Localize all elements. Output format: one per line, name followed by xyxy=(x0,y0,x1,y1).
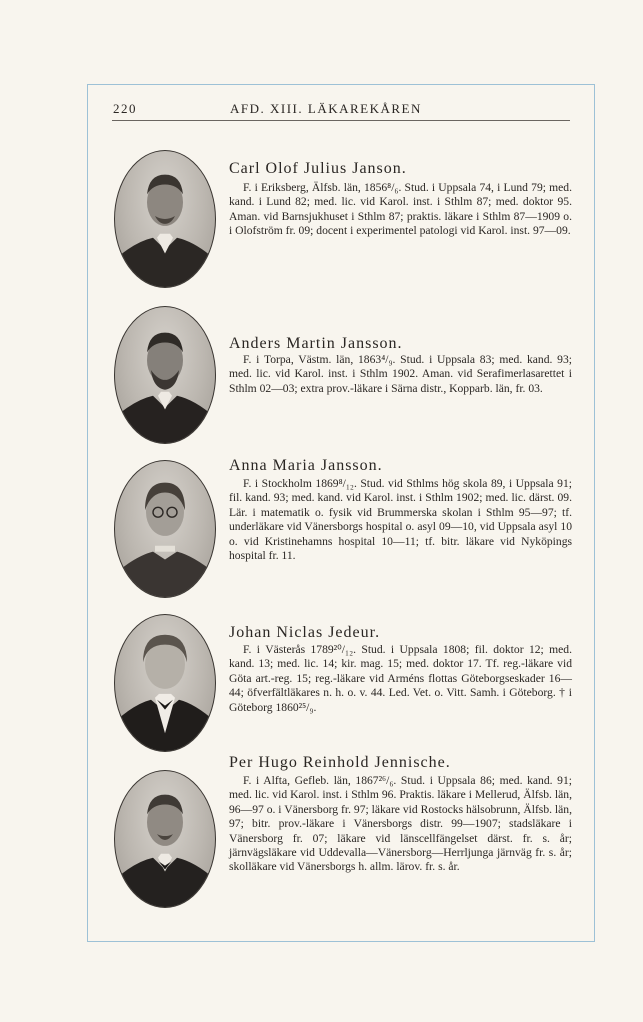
header-rule xyxy=(112,120,570,121)
portrait-photo xyxy=(114,770,216,908)
person-bio: F. i Stockholm 1869⁸/₁₂. Stud. vid Sthlms hög skola 89, i Uppsala 91; fil. kand. 93; med. kand. vid Karol. inst. i Sthlm 1902; med. lic. därst. 09. Lär. i matematik o. fysik vid Brummerska skolan i Sthlm 95—97; tf. underläkare vid Vänersborgs hospital o. asyl 09—10, vid Uppsala asyl 10 o. vid Kristinehamns hospital 10—11; tf. bitr. läkare vid Nyköpings hospital fr. 11. xyxy=(229,477,572,563)
person-name: Per Hugo Reinhold Jennische. xyxy=(229,754,451,771)
page-number: 220 xyxy=(113,101,137,116)
portrait-photo xyxy=(114,614,216,752)
portrait-photo xyxy=(114,306,216,444)
person-name: Anna Maria Jansson. xyxy=(229,457,383,474)
person-bio: F. i Västerås 1789²⁰/₁₂. Stud. i Uppsala 1808; fil. doktor 12; med. kand. 13; med. lic. 14; kir. mag. 15; med. doktor 17. Tf. reg.-läkare vid Göta art.-reg. 15; reg.-läkare vid Arméns flottas Göteborgseskader 16—44; öfverfältläkares n. h. o. v. 44. Led. Vet. o. Vitt. Samh. i Göteborg. † i Göteborg 1860²⁵/₉. xyxy=(229,643,572,714)
portrait-photo xyxy=(114,460,216,598)
person-bio: F. i Alfta, Gefleb. län, 1867²⁶/₆. Stud. i Uppsala 86; med. kand. 91; med. lic. vid Karol. inst. i Sthlm 96. Praktis. läkare i Mellerud, Älfsb. län, 96—97 o. i Vänersborg fr. 97; läkare vid Rostocks hälsobrunn, Älfsb. län, 97; bitr. prov.-läkare i Vänersborgs distr. 99—1907; stadsläkare i Vänersborg fr. 07; läkare vid länscellfängelset därst. fr. s. år; järnvägsläkare vid Uddevalla—Vänersborg—Herrljunga järnväg fr. s. år; skolläkare vid Vänersborgs h. allm. lärov. fr. s. år. xyxy=(229,774,572,874)
person-bio: F. i Torpa, Västm. län, 1863⁴/₉. Stud. i Uppsala 83; med. kand. 93; med. lic. vid Karol. inst. i Sthlm 1902. Aman. vid Serafimerlasarettet i Sthlm 02—03; extra prov.-läkare i Särna distr., Kopparb. län, fr. 03. xyxy=(229,353,572,395)
person-name: Anders Martin Jansson. xyxy=(229,335,403,352)
portrait-photo xyxy=(114,150,216,288)
running-header xyxy=(113,98,573,120)
running-title: AFD. XIII. LÄKAREKÅREN xyxy=(230,101,422,116)
person-name: Carl Olof Julius Janson. xyxy=(229,160,407,177)
person-bio: F. i Eriksberg, Älfsb. län, 1856⁸/₆. Stud. i Uppsala 74, i Lund 79; med. kand. i Lund 82; med. lic. vid Karol. inst. i Sthlm 87; med. doktor 95. Aman. vid Barnsjukhuset i Sthlm 87; praktis. läkare i Sthlm 87—1909 o. i Olofström fr. 09; docent i experimentel patologi vid Karol. inst. 97—09. xyxy=(229,181,572,238)
person-name: Johan Niclas Jedeur. xyxy=(229,624,381,641)
